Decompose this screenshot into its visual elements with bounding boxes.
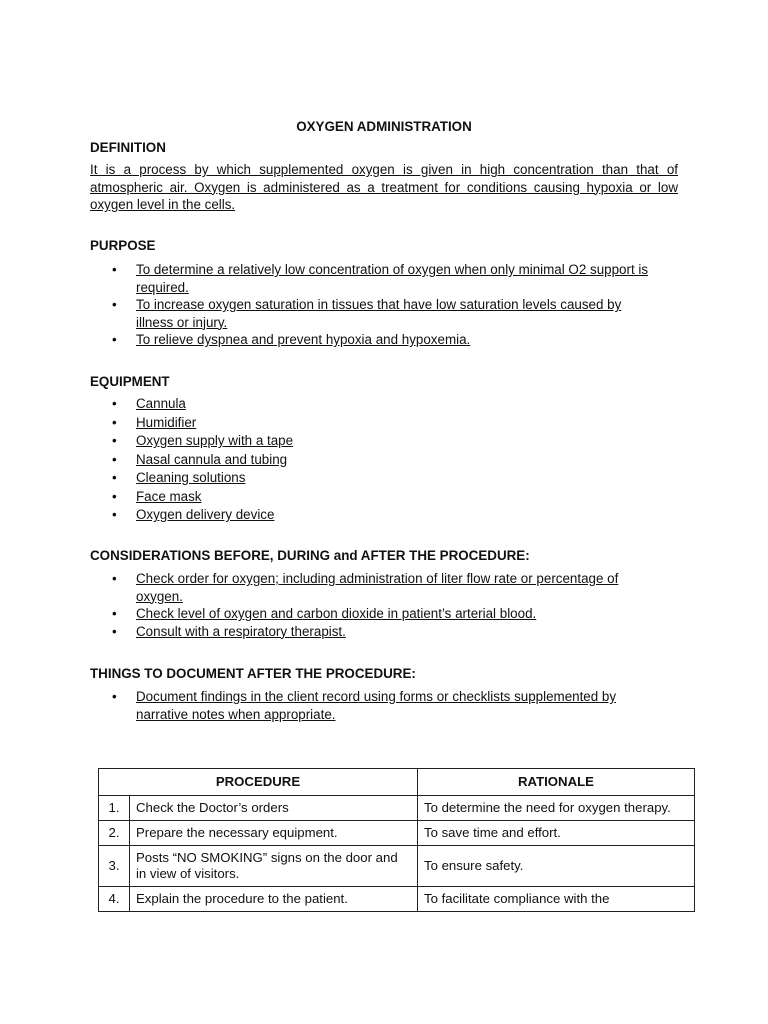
rationale-cell: To facilitate compliance with the	[418, 887, 695, 912]
purpose-heading: PURPOSE	[90, 238, 156, 253]
table-row	[99, 821, 695, 846]
equipment-item-text: Humidifier	[136, 414, 197, 430]
rationale-cell: To determine the need for oxygen therapy.	[418, 796, 695, 821]
bullet-icon: •	[112, 623, 117, 639]
table-row	[99, 796, 695, 821]
bullet-icon: •	[112, 470, 117, 485]
procedure-table	[98, 768, 695, 912]
equipment-item-text: Cannula	[136, 396, 186, 411]
row-number: 2.	[99, 821, 130, 846]
equipment-list	[90, 395, 650, 525]
table-row	[99, 887, 695, 912]
considerations-item-text: Consult with a respiratory therapist.	[136, 623, 346, 639]
list-item	[90, 261, 650, 296]
procedure-cell: Posts “NO SMOKING” signs on the door and in view of visitors.	[130, 846, 418, 887]
bullet-icon: •	[112, 332, 117, 347]
considerations-item-text: Check order for oxygen; including administration of liter flow rate or percentage of oxygen.	[136, 571, 619, 604]
procedure-cell: Check the Doctor’s orders	[130, 796, 418, 821]
list-item	[90, 506, 650, 524]
document-after-heading: THINGS TO DOCUMENT AFTER THE PROCEDURE:	[90, 666, 416, 681]
rationale-cell: To save time and effort.	[418, 821, 695, 846]
document-after-item-text: Document findings in the client record using forms or checklists supplemented by narrative notes when appropriate.	[136, 689, 617, 722]
document-after-list	[90, 688, 650, 723]
list-item	[90, 296, 650, 331]
equipment-item-text: Face mask	[136, 488, 202, 504]
table-row	[99, 846, 695, 887]
row-number: 1.	[99, 796, 130, 821]
purpose-item-text: To determine a relatively low concentration of oxygen when only minimal O2 support is required.	[136, 262, 649, 295]
list-item	[90, 331, 650, 349]
row-number: 3.	[99, 846, 130, 887]
definition-heading: DEFINITION	[90, 140, 166, 155]
bullet-icon: •	[112, 571, 117, 586]
table-header-row	[99, 769, 695, 796]
list-item	[90, 432, 650, 450]
equipment-heading: EQUIPMENT	[90, 374, 170, 389]
bullet-icon: •	[112, 433, 117, 448]
equipment-item-text: Nasal cannula and tubing	[136, 451, 288, 467]
list-item	[90, 395, 650, 413]
bullet-icon: •	[112, 689, 117, 704]
bullet-icon: •	[112, 297, 117, 312]
bullet-icon: •	[112, 606, 117, 621]
bullet-icon: •	[112, 451, 117, 467]
row-number: 4.	[99, 887, 130, 912]
list-item	[90, 605, 650, 623]
list-item	[90, 623, 650, 641]
purpose-list	[90, 261, 650, 349]
bullet-icon: •	[112, 396, 117, 411]
list-item	[90, 688, 650, 723]
bullet-icon: •	[112, 262, 117, 277]
bullet-icon: •	[112, 507, 117, 522]
list-item	[90, 570, 650, 605]
procedure-cell: Prepare the necessary equipment.	[130, 821, 418, 846]
equipment-item-text: Cleaning solutions	[136, 470, 246, 485]
list-item	[90, 451, 650, 469]
considerations-item-text: Check level of oxygen and carbon dioxide in patient’s arterial blood.	[136, 606, 537, 621]
definition-text: It is a process by which supplemented oxygen is given in high concentration than that of atmospheric air. Oxygen is administered as a treatment for conditions causing hypoxia or low oxygen level in the cells.	[90, 162, 678, 212]
procedure-column-header: PROCEDURE	[99, 769, 418, 796]
list-item	[90, 414, 650, 432]
considerations-heading: CONSIDERATIONS BEFORE, DURING and AFTER THE PROCEDURE:	[90, 548, 530, 563]
bullet-icon: •	[112, 488, 117, 504]
page-title: OXYGEN ADMINISTRATION	[296, 119, 472, 134]
rationale-cell: To ensure safety.	[418, 846, 695, 887]
purpose-item-text: To relieve dyspnea and prevent hypoxia and hypoxemia.	[136, 332, 471, 347]
rationale-column-header: RATIONALE	[418, 769, 695, 796]
equipment-item-text: Oxygen delivery device	[136, 507, 275, 522]
list-item	[90, 488, 650, 506]
equipment-item-text: Oxygen supply with a tape	[136, 433, 294, 448]
purpose-item-text: To increase oxygen saturation in tissues that have low saturation levels caused by illness or injury.	[136, 297, 622, 330]
procedure-cell: Explain the procedure to the patient.	[130, 887, 418, 912]
list-item	[90, 469, 650, 487]
considerations-list	[90, 570, 650, 640]
bullet-icon: •	[112, 414, 117, 430]
